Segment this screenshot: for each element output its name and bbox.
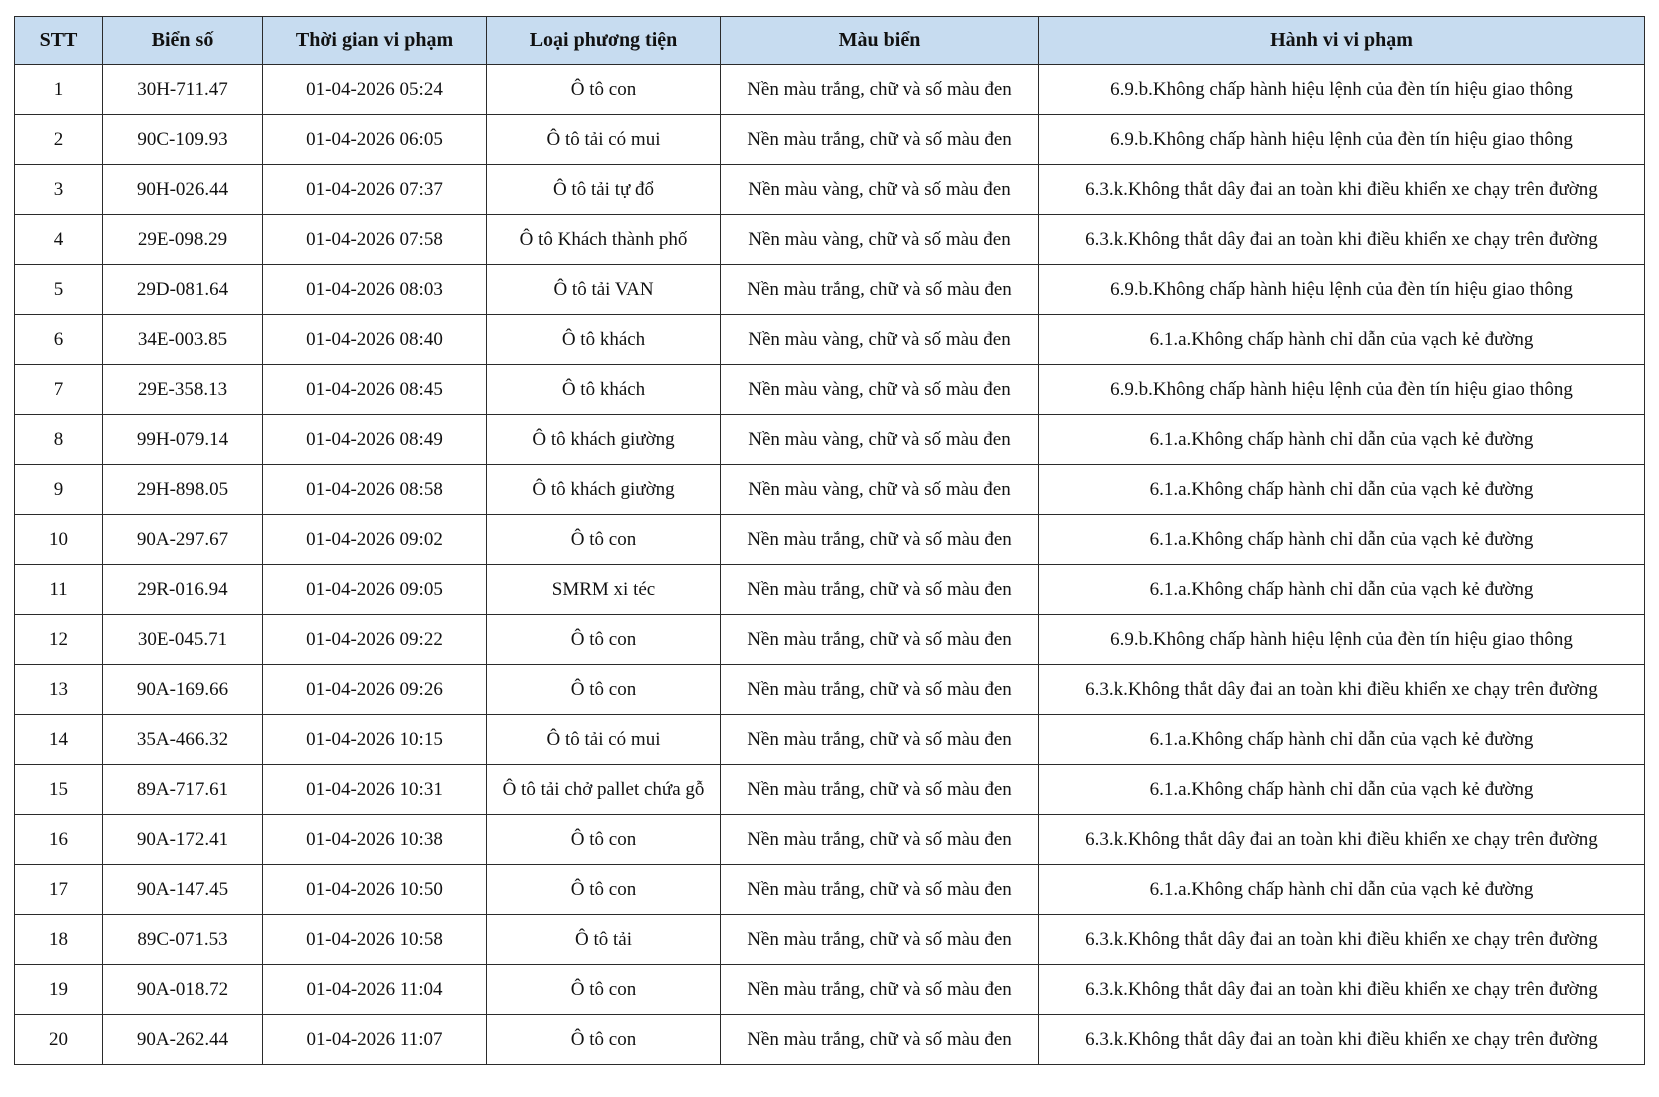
table-header xyxy=(15,17,1645,65)
cell-stt: 11 xyxy=(15,565,103,615)
cell-vehicle-type: Ô tô tải có mui xyxy=(487,115,721,165)
table-row xyxy=(15,865,1645,915)
violations-table-container xyxy=(14,16,1644,1065)
cell-violation-time: 01-04-2026 10:58 xyxy=(263,915,487,965)
cell-vehicle-type: SMRM xi téc xyxy=(487,565,721,615)
cell-stt: 7 xyxy=(15,365,103,415)
cell-violation: 6.1.a.Không chấp hành chỉ dẫn của vạch kẻ đường xyxy=(1039,715,1645,765)
cell-violation-time: 01-04-2026 07:58 xyxy=(263,215,487,265)
cell-vehicle-type: Ô tô con xyxy=(487,665,721,715)
cell-violation: 6.9.b.Không chấp hành hiệu lệnh của đèn tín hiệu giao thông xyxy=(1039,365,1645,415)
cell-violation-time: 01-04-2026 11:07 xyxy=(263,1015,487,1065)
cell-violation-time: 01-04-2026 10:31 xyxy=(263,765,487,815)
cell-violation-time: 01-04-2026 10:50 xyxy=(263,865,487,915)
header-plate-color: Màu biển xyxy=(721,17,1039,65)
cell-stt: 6 xyxy=(15,315,103,365)
cell-stt: 18 xyxy=(15,915,103,965)
cell-plate-color: Nền màu vàng, chữ và số màu đen xyxy=(721,465,1039,515)
cell-plate-color: Nền màu trắng, chữ và số màu đen xyxy=(721,1015,1039,1065)
cell-violation: 6.9.b.Không chấp hành hiệu lệnh của đèn tín hiệu giao thông xyxy=(1039,265,1645,315)
cell-plate-color: Nền màu vàng, chữ và số màu đen xyxy=(721,315,1039,365)
cell-plate-color: Nền màu trắng, chữ và số màu đen xyxy=(721,715,1039,765)
cell-violation: 6.9.b.Không chấp hành hiệu lệnh của đèn tín hiệu giao thông xyxy=(1039,615,1645,665)
cell-violation: 6.1.a.Không chấp hành chỉ dẫn của vạch kẻ đường xyxy=(1039,415,1645,465)
cell-stt: 8 xyxy=(15,415,103,465)
cell-violation: 6.1.a.Không chấp hành chỉ dẫn của vạch kẻ đường xyxy=(1039,765,1645,815)
cell-violation: 6.1.a.Không chấp hành chỉ dẫn của vạch kẻ đường xyxy=(1039,865,1645,915)
cell-plate: 30H-711.47 xyxy=(103,65,263,115)
cell-plate: 89A-717.61 xyxy=(103,765,263,815)
cell-vehicle-type: Ô tô khách giường xyxy=(487,415,721,465)
cell-plate-color: Nền màu trắng, chữ và số màu đen xyxy=(721,565,1039,615)
table-row xyxy=(15,115,1645,165)
cell-stt: 16 xyxy=(15,815,103,865)
cell-plate-color: Nền màu trắng, chữ và số màu đen xyxy=(721,815,1039,865)
cell-plate-color: Nền màu trắng, chữ và số màu đen xyxy=(721,965,1039,1015)
cell-plate: 90A-147.45 xyxy=(103,865,263,915)
table-row xyxy=(15,715,1645,765)
table-body xyxy=(15,65,1645,1065)
cell-stt: 2 xyxy=(15,115,103,165)
cell-stt: 20 xyxy=(15,1015,103,1065)
cell-vehicle-type: Ô tô con xyxy=(487,615,721,665)
cell-plate-color: Nền màu trắng, chữ và số màu đen xyxy=(721,615,1039,665)
table-row xyxy=(15,665,1645,715)
header-violation-time: Thời gian vi phạm xyxy=(263,17,487,65)
cell-plate: 99H-079.14 xyxy=(103,415,263,465)
cell-plate-color: Nền màu trắng, chữ và số màu đen xyxy=(721,765,1039,815)
cell-violation: 6.3.k.Không thắt dây đai an toàn khi điều khiển xe chạy trên đường xyxy=(1039,665,1645,715)
cell-plate-color: Nền màu vàng, chữ và số màu đen xyxy=(721,165,1039,215)
table-row xyxy=(15,965,1645,1015)
cell-violation-time: 01-04-2026 08:58 xyxy=(263,465,487,515)
table-row xyxy=(15,365,1645,415)
cell-violation-time: 01-04-2026 09:26 xyxy=(263,665,487,715)
table-row xyxy=(15,315,1645,365)
cell-violation-time: 01-04-2026 06:05 xyxy=(263,115,487,165)
cell-vehicle-type: Ô tô con xyxy=(487,815,721,865)
cell-plate: 90A-262.44 xyxy=(103,1015,263,1065)
table-row xyxy=(15,515,1645,565)
header-plate: Biển số xyxy=(103,17,263,65)
cell-violation-time: 01-04-2026 11:04 xyxy=(263,965,487,1015)
cell-violation: 6.3.k.Không thắt dây đai an toàn khi điều khiển xe chạy trên đường xyxy=(1039,915,1645,965)
cell-stt: 5 xyxy=(15,265,103,315)
cell-plate-color: Nền màu vàng, chữ và số màu đen xyxy=(721,215,1039,265)
cell-stt: 19 xyxy=(15,965,103,1015)
cell-violation-time: 01-04-2026 08:49 xyxy=(263,415,487,465)
cell-plate-color: Nền màu trắng, chữ và số màu đen xyxy=(721,265,1039,315)
cell-vehicle-type: Ô tô Khách thành phố xyxy=(487,215,721,265)
cell-violation-time: 01-04-2026 10:15 xyxy=(263,715,487,765)
table-row xyxy=(15,415,1645,465)
cell-stt: 4 xyxy=(15,215,103,265)
cell-plate: 35A-466.32 xyxy=(103,715,263,765)
cell-stt: 15 xyxy=(15,765,103,815)
cell-plate-color: Nền màu trắng, chữ và số màu đen xyxy=(721,915,1039,965)
cell-violation: 6.9.b.Không chấp hành hiệu lệnh của đèn tín hiệu giao thông xyxy=(1039,65,1645,115)
cell-plate: 90A-169.66 xyxy=(103,665,263,715)
table-row xyxy=(15,215,1645,265)
cell-violation-time: 01-04-2026 09:05 xyxy=(263,565,487,615)
cell-vehicle-type: Ô tô tải tự đổ xyxy=(487,165,721,215)
cell-plate: 29E-358.13 xyxy=(103,365,263,415)
cell-violation: 6.1.a.Không chấp hành chỉ dẫn của vạch kẻ đường xyxy=(1039,515,1645,565)
cell-vehicle-type: Ô tô khách xyxy=(487,315,721,365)
cell-vehicle-type: Ô tô tải có mui xyxy=(487,715,721,765)
cell-stt: 17 xyxy=(15,865,103,915)
cell-plate-color: Nền màu trắng, chữ và số màu đen xyxy=(721,65,1039,115)
cell-violation-time: 01-04-2026 09:22 xyxy=(263,615,487,665)
table-row xyxy=(15,1015,1645,1065)
table-row xyxy=(15,565,1645,615)
cell-plate: 89C-071.53 xyxy=(103,915,263,965)
cell-violation: 6.3.k.Không thắt dây đai an toàn khi điều khiển xe chạy trên đường xyxy=(1039,1015,1645,1065)
cell-vehicle-type: Ô tô con xyxy=(487,1015,721,1065)
cell-stt: 10 xyxy=(15,515,103,565)
cell-plate-color: Nền màu vàng, chữ và số màu đen xyxy=(721,415,1039,465)
cell-vehicle-type: Ô tô con xyxy=(487,865,721,915)
table-row xyxy=(15,165,1645,215)
table-row xyxy=(15,65,1645,115)
cell-violation: 6.3.k.Không thắt dây đai an toàn khi điều khiển xe chạy trên đường xyxy=(1039,965,1645,1015)
cell-violation-time: 01-04-2026 08:45 xyxy=(263,365,487,415)
cell-vehicle-type: Ô tô tải VAN xyxy=(487,265,721,315)
cell-stt: 12 xyxy=(15,615,103,665)
cell-violation-time: 01-04-2026 10:38 xyxy=(263,815,487,865)
cell-stt: 13 xyxy=(15,665,103,715)
cell-violation: 6.1.a.Không chấp hành chỉ dẫn của vạch kẻ đường xyxy=(1039,565,1645,615)
cell-plate: 29D-081.64 xyxy=(103,265,263,315)
cell-violation-time: 01-04-2026 08:03 xyxy=(263,265,487,315)
cell-plate-color: Nền màu trắng, chữ và số màu đen xyxy=(721,115,1039,165)
table-row xyxy=(15,765,1645,815)
cell-violation: 6.3.k.Không thắt dây đai an toàn khi điều khiển xe chạy trên đường xyxy=(1039,215,1645,265)
cell-vehicle-type: Ô tô tải chở pallet chứa gỗ xyxy=(487,765,721,815)
header-row xyxy=(15,17,1645,65)
table-row xyxy=(15,465,1645,515)
cell-violation: 6.1.a.Không chấp hành chỉ dẫn của vạch kẻ đường xyxy=(1039,465,1645,515)
violations-table xyxy=(14,16,1645,1065)
cell-plate: 90C-109.93 xyxy=(103,115,263,165)
cell-plate: 90A-297.67 xyxy=(103,515,263,565)
cell-plate: 29R-016.94 xyxy=(103,565,263,615)
cell-violation: 6.1.a.Không chấp hành chỉ dẫn của vạch kẻ đường xyxy=(1039,315,1645,365)
cell-stt: 1 xyxy=(15,65,103,115)
header-vehicle-type: Loại phương tiện xyxy=(487,17,721,65)
cell-plate-color: Nền màu trắng, chữ và số màu đen xyxy=(721,865,1039,915)
table-row xyxy=(15,815,1645,865)
cell-vehicle-type: Ô tô con xyxy=(487,515,721,565)
cell-plate-color: Nền màu trắng, chữ và số màu đen xyxy=(721,515,1039,565)
cell-stt: 14 xyxy=(15,715,103,765)
header-violation: Hành vi vi phạm xyxy=(1039,17,1645,65)
cell-plate: 90H-026.44 xyxy=(103,165,263,215)
cell-plate: 90A-172.41 xyxy=(103,815,263,865)
cell-vehicle-type: Ô tô con xyxy=(487,965,721,1015)
table-row xyxy=(15,915,1645,965)
cell-violation-time: 01-04-2026 09:02 xyxy=(263,515,487,565)
table-row xyxy=(15,265,1645,315)
cell-plate: 29E-098.29 xyxy=(103,215,263,265)
cell-vehicle-type: Ô tô khách xyxy=(487,365,721,415)
cell-vehicle-type: Ô tô khách giường xyxy=(487,465,721,515)
cell-vehicle-type: Ô tô tải xyxy=(487,915,721,965)
cell-stt: 9 xyxy=(15,465,103,515)
cell-plate: 34E-003.85 xyxy=(103,315,263,365)
cell-violation: 6.3.k.Không thắt dây đai an toàn khi điều khiển xe chạy trên đường xyxy=(1039,165,1645,215)
cell-plate-color: Nền màu vàng, chữ và số màu đen xyxy=(721,365,1039,415)
cell-violation-time: 01-04-2026 07:37 xyxy=(263,165,487,215)
table-row xyxy=(15,615,1645,665)
cell-violation: 6.9.b.Không chấp hành hiệu lệnh của đèn tín hiệu giao thông xyxy=(1039,115,1645,165)
cell-violation-time: 01-04-2026 05:24 xyxy=(263,65,487,115)
cell-plate: 29H-898.05 xyxy=(103,465,263,515)
cell-plate: 90A-018.72 xyxy=(103,965,263,1015)
cell-violation: 6.3.k.Không thắt dây đai an toàn khi điều khiển xe chạy trên đường xyxy=(1039,815,1645,865)
cell-stt: 3 xyxy=(15,165,103,215)
cell-violation-time: 01-04-2026 08:40 xyxy=(263,315,487,365)
cell-vehicle-type: Ô tô con xyxy=(487,65,721,115)
cell-plate: 30E-045.71 xyxy=(103,615,263,665)
cell-plate-color: Nền màu trắng, chữ và số màu đen xyxy=(721,665,1039,715)
header-stt: STT xyxy=(15,17,103,65)
